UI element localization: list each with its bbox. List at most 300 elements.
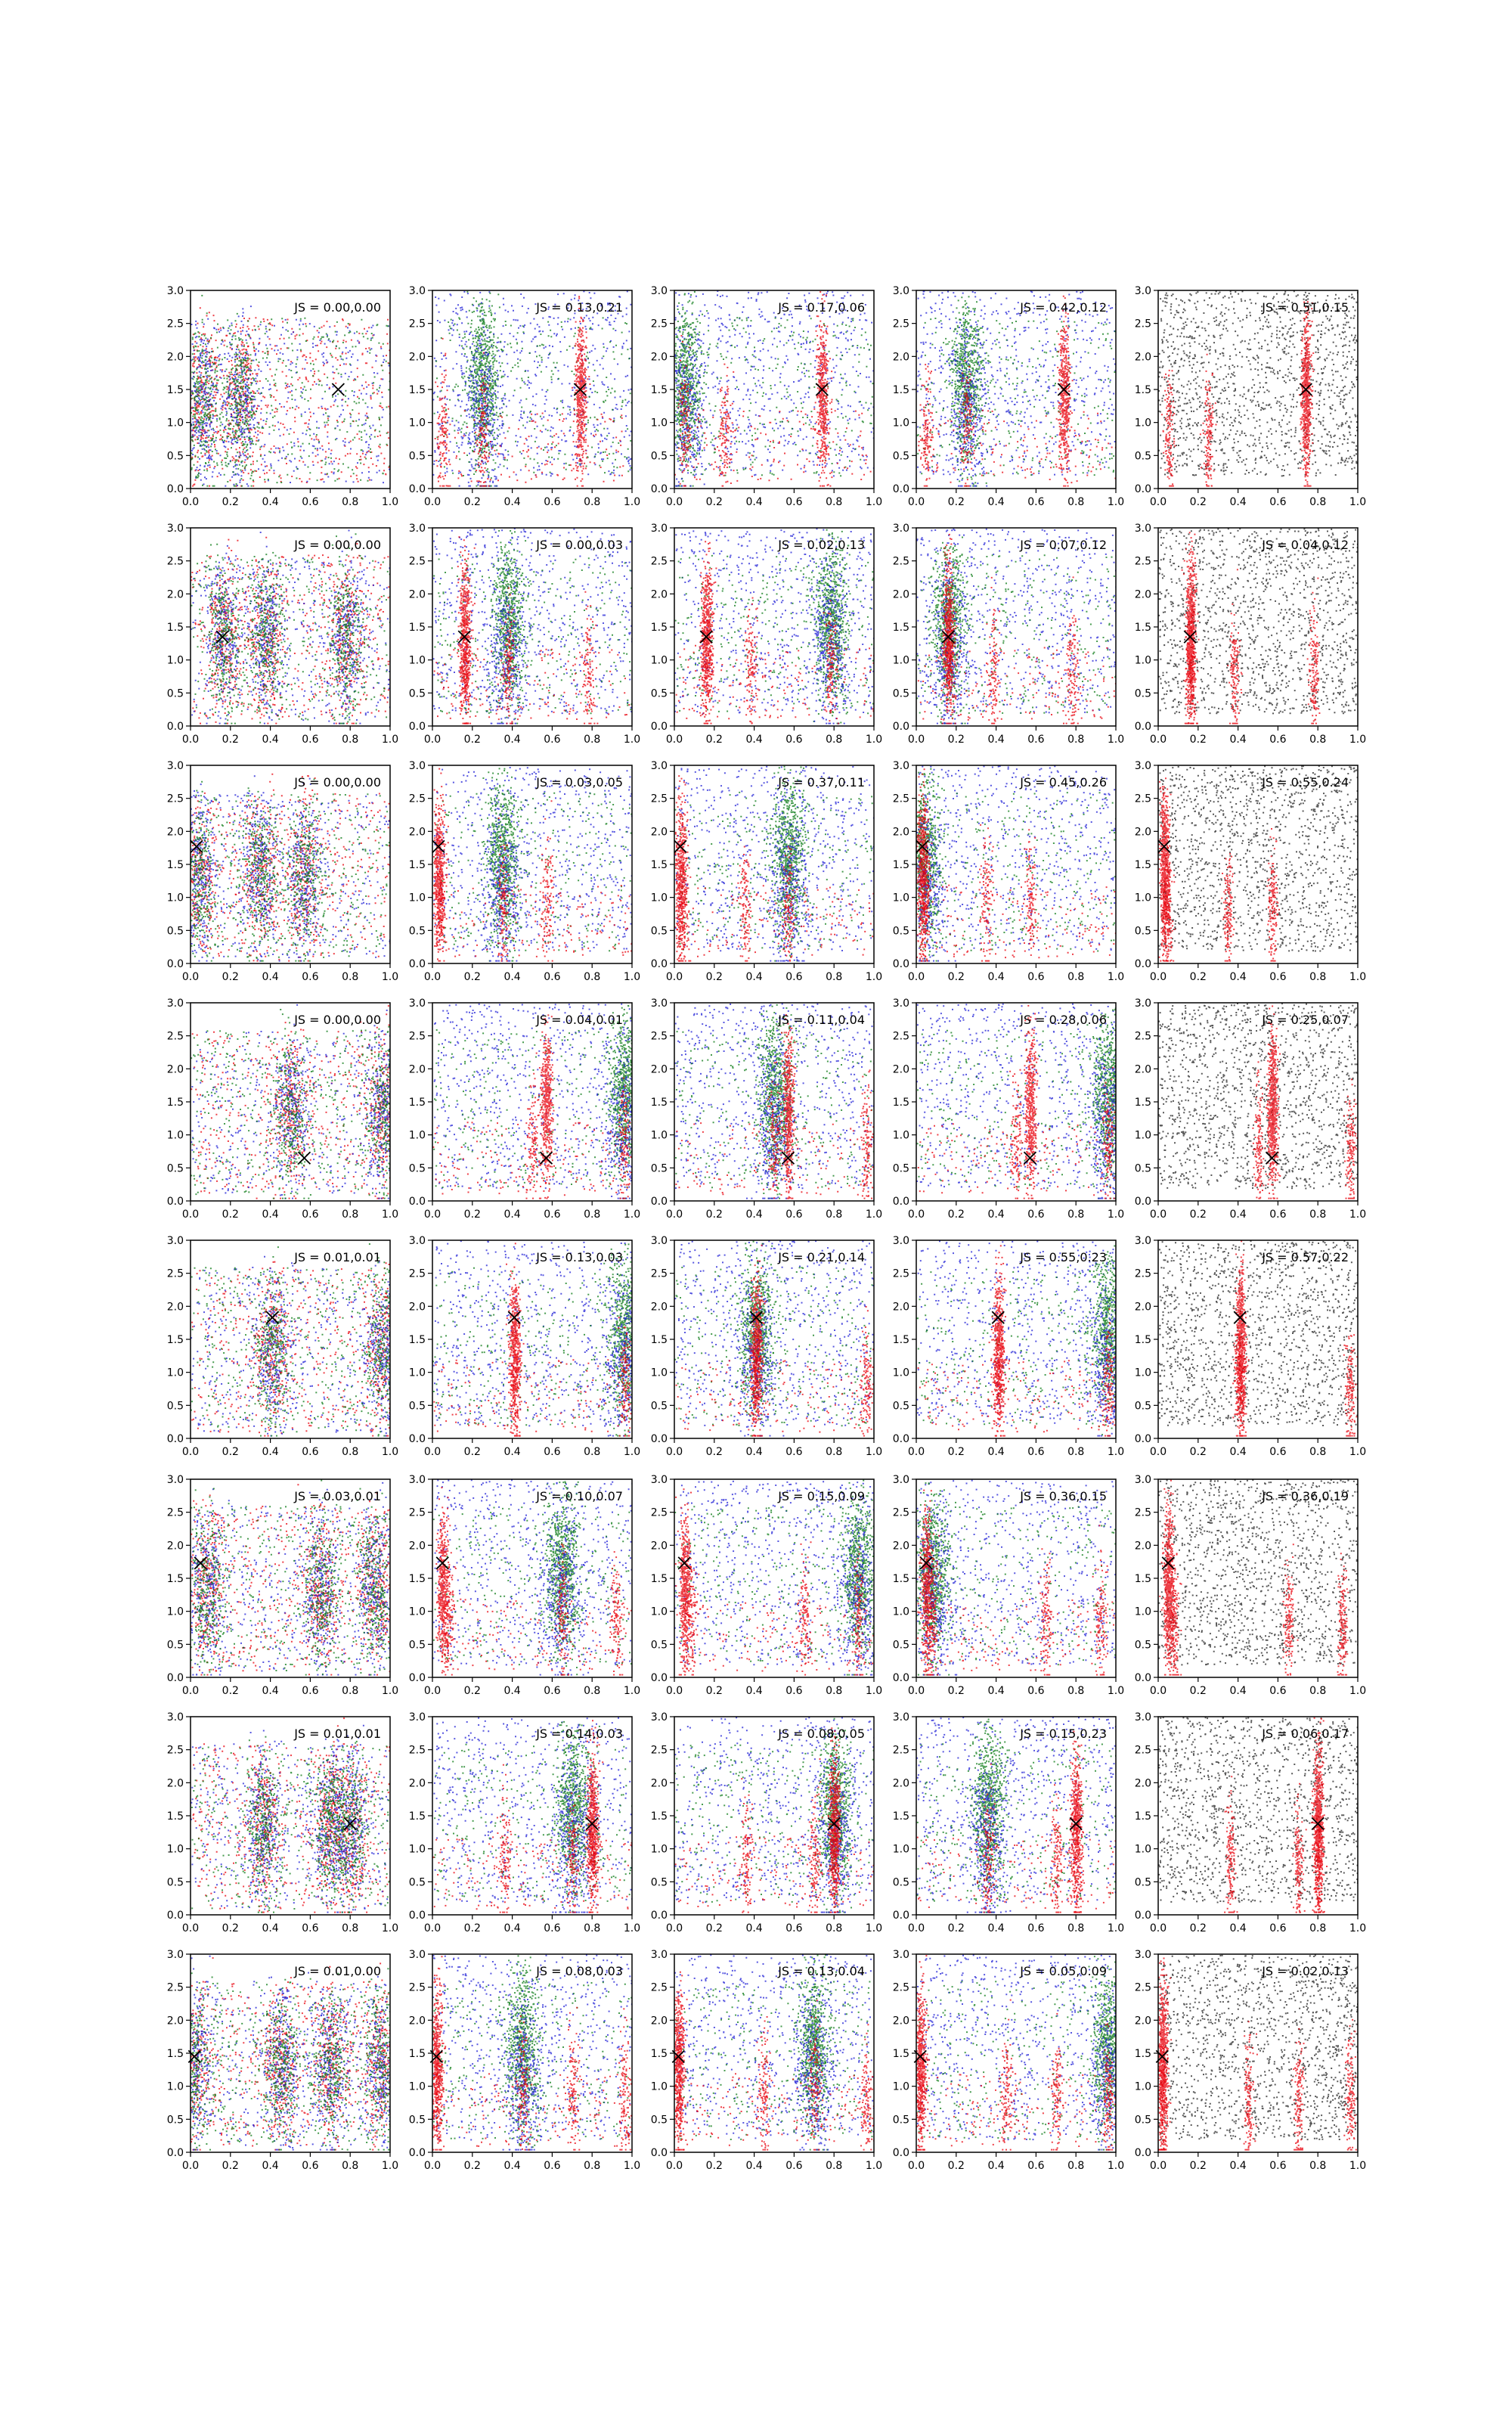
x-tick-label: 0.6: [785, 1446, 803, 1458]
x-tick-label: 0.2: [947, 2160, 965, 2172]
y-tick-label: 0.5: [650, 1400, 668, 1413]
y-tick-label: 1.5: [408, 859, 426, 871]
y-tick-label: 2.0: [892, 351, 909, 364]
x-tick-label: 0.2: [947, 1208, 965, 1221]
x-tick-label: 0.2: [222, 1685, 239, 1697]
y-tick-label: 0.5: [1134, 1639, 1151, 1652]
js-annotation: JS = 0.10,0.07: [536, 1489, 623, 1503]
x-tick-label: 1.0: [865, 1208, 883, 1221]
x-tick-label: 0.4: [262, 1685, 279, 1697]
y-tick-label: 2.0: [1134, 1540, 1151, 1553]
y-tick-label: 2.5: [1134, 793, 1151, 805]
y-tick-label: 2.5: [408, 1744, 426, 1757]
y-tick-label: 2.5: [650, 793, 668, 805]
y-tick-label: 2.5: [408, 1030, 426, 1043]
x-tick-label: 1.0: [865, 1685, 883, 1697]
y-tick-label: 1.0: [408, 1606, 426, 1618]
x-tick-label: 0.6: [302, 1685, 319, 1697]
y-tick-label: 0.5: [1134, 2114, 1151, 2127]
x-tick-label: 0.6: [1269, 1208, 1287, 1221]
y-tick-label: 2.0: [892, 1063, 909, 1076]
x-tick-label: 0.4: [1229, 1446, 1247, 1458]
y-tick-label: 1.0: [650, 1129, 668, 1142]
y-tick-label: 2.5: [408, 1267, 426, 1280]
x-tick-label: 0.8: [584, 734, 601, 746]
x-tick-label: 1.0: [381, 1922, 399, 1934]
y-tick-label: 2.5: [892, 1744, 909, 1757]
y-tick-label: 2.5: [892, 793, 909, 805]
x-tick-label: 0.2: [222, 496, 239, 508]
y-tick-label: 1.0: [166, 1606, 184, 1618]
y-tick-label: 1.0: [1134, 654, 1151, 667]
y-tick-label: 1.0: [166, 1843, 184, 1856]
y-tick-label: 0.5: [892, 450, 909, 463]
x-tick-label: 0.4: [745, 971, 763, 983]
x-tick-label: 0.6: [1269, 1922, 1287, 1934]
js-annotation: JS = 0.01,0.01: [294, 1727, 381, 1741]
y-tick-label: 3.0: [1134, 523, 1151, 535]
x-tick-label: 1.0: [1349, 734, 1367, 746]
x-tick-label: 0.6: [544, 496, 561, 508]
y-tick-label: 2.5: [166, 1506, 184, 1519]
x-tick-label: 0.6: [785, 1685, 803, 1697]
y-tick-label: 0.0: [892, 2147, 909, 2159]
y-tick-label: 0.0: [166, 483, 184, 495]
x-tick-label: 0.0: [181, 1922, 200, 1934]
y-tick-label: 3.0: [408, 997, 426, 1010]
y-tick-label: 2.5: [892, 1981, 909, 1994]
x-tick-label: 0.8: [826, 1208, 843, 1221]
y-tick-label: 0.0: [892, 483, 909, 495]
x-tick-label: 1.0: [381, 1446, 399, 1458]
x-tick-label: 0.6: [1027, 734, 1045, 746]
x-tick-label: 0.2: [947, 1685, 965, 1697]
y-tick-label: 1.5: [892, 622, 909, 634]
y-tick-label: 1.5: [1134, 1334, 1151, 1346]
x-tick-label: 0.6: [1027, 971, 1045, 983]
y-tick-label: 1.5: [408, 1097, 426, 1109]
y-tick-label: 1.5: [408, 1573, 426, 1585]
x-tick-label: 0.2: [463, 1685, 481, 1697]
x-tick-label: 0.4: [503, 1208, 521, 1221]
x-tick-label: 0.2: [222, 1922, 239, 1934]
y-tick-label: 3.0: [408, 1235, 426, 1247]
x-tick-label: 0.8: [1309, 1685, 1327, 1697]
y-tick-label: 1.5: [166, 2048, 184, 2060]
x-tick-label: 0.0: [181, 1685, 200, 1697]
x-tick-label: 0.4: [262, 1922, 279, 1934]
js-annotation: JS = 0.17,0.06: [778, 300, 865, 315]
x-tick-label: 1.0: [1107, 2160, 1125, 2172]
js-annotation: JS = 0.15,0.09: [778, 1489, 865, 1503]
y-tick-label: 2.5: [1134, 1506, 1151, 1519]
y-tick-label: 2.5: [408, 1981, 426, 1994]
x-tick-label: 0.2: [705, 971, 723, 983]
x-tick-label: 0.0: [423, 1685, 442, 1697]
js-annotation: JS = 0.13,0.03: [536, 1250, 623, 1264]
x-tick-label: 0.8: [1067, 1685, 1085, 1697]
y-tick-label: 0.0: [166, 721, 184, 733]
x-tick-label: 0.0: [907, 971, 925, 983]
y-tick-label: 3.0: [650, 523, 668, 535]
x-tick-label: 0.8: [342, 1922, 359, 1934]
y-tick-label: 1.5: [166, 384, 184, 396]
y-tick-label: 1.5: [892, 859, 909, 871]
y-tick-label: 1.0: [650, 654, 668, 667]
y-tick-label: 0.0: [650, 483, 668, 495]
y-tick-label: 1.0: [650, 1843, 668, 1856]
y-tick-label: 2.5: [1134, 318, 1151, 330]
x-tick-label: 0.4: [987, 1685, 1005, 1697]
x-tick-label: 1.0: [381, 2160, 399, 2172]
y-tick-label: 2.0: [650, 1301, 668, 1314]
x-tick-label: 0.2: [1189, 2160, 1207, 2172]
y-tick-label: 1.0: [650, 2080, 668, 2093]
y-tick-label: 2.0: [1134, 351, 1151, 364]
x-tick-label: 0.6: [544, 971, 561, 983]
y-tick-label: 1.5: [408, 2048, 426, 2060]
y-tick-label: 1.0: [408, 1843, 426, 1856]
y-tick-label: 2.0: [892, 1301, 909, 1314]
x-tick-label: 1.0: [1107, 1208, 1125, 1221]
js-annotation: JS = 0.55,0.23: [1020, 1250, 1107, 1264]
y-tick-label: 3.0: [1134, 285, 1151, 297]
y-tick-label: 2.5: [166, 1267, 184, 1280]
x-tick-label: 0.4: [745, 496, 763, 508]
y-tick-label: 0.0: [408, 958, 426, 970]
x-tick-label: 0.6: [302, 1208, 319, 1221]
js-annotation: JS = 0.45,0.26: [1020, 775, 1107, 790]
x-tick-label: 0.2: [705, 1208, 723, 1221]
y-tick-label: 2.5: [650, 1267, 668, 1280]
y-tick-label: 0.0: [650, 1910, 668, 1922]
x-tick-label: 0.6: [302, 971, 319, 983]
x-tick-label: 0.2: [947, 971, 965, 983]
y-tick-label: 2.0: [892, 1777, 909, 1790]
y-tick-label: 2.0: [650, 1540, 668, 1553]
y-tick-label: 3.0: [166, 285, 184, 297]
y-tick-label: 2.5: [166, 555, 184, 568]
y-tick-label: 0.0: [166, 958, 184, 970]
y-tick-label: 3.0: [650, 1949, 668, 1961]
y-tick-label: 2.5: [650, 1506, 668, 1519]
x-tick-label: 0.2: [222, 1446, 239, 1458]
js-annotation: JS = 0.02,0.13: [778, 538, 865, 552]
y-tick-label: 2.5: [650, 318, 668, 330]
x-tick-label: 0.0: [907, 1922, 925, 1934]
x-tick-label: 0.8: [1309, 1446, 1327, 1458]
js-annotation: JS = 0.36,0.19: [1262, 1489, 1349, 1503]
x-tick-label: 0.8: [1309, 2160, 1327, 2172]
x-tick-label: 0.0: [907, 496, 925, 508]
y-tick-label: 1.5: [650, 1097, 668, 1109]
y-tick-label: 1.5: [408, 1334, 426, 1346]
x-tick-label: 0.2: [1189, 1685, 1207, 1697]
x-tick-label: 1.0: [381, 1208, 399, 1221]
y-tick-label: 1.0: [892, 2080, 909, 2093]
x-tick-label: 1.0: [1349, 1922, 1367, 1934]
x-tick-label: 0.0: [181, 734, 200, 746]
y-tick-label: 0.5: [892, 2114, 909, 2127]
x-tick-label: 0.4: [1229, 971, 1247, 983]
x-tick-label: 1.0: [865, 971, 883, 983]
y-tick-label: 0.0: [166, 1672, 184, 1684]
y-tick-label: 0.0: [166, 1910, 184, 1922]
x-tick-label: 0.0: [1149, 1208, 1167, 1221]
y-tick-label: 0.0: [650, 1196, 668, 1208]
x-tick-label: 0.4: [262, 1446, 279, 1458]
y-tick-label: 1.5: [650, 622, 668, 634]
x-tick-label: 0.2: [705, 1685, 723, 1697]
y-tick-label: 2.0: [650, 588, 668, 601]
y-tick-label: 1.0: [408, 654, 426, 667]
y-tick-label: 1.5: [650, 1573, 668, 1585]
x-tick-label: 1.0: [865, 1922, 883, 1934]
y-tick-label: 3.0: [650, 997, 668, 1010]
y-tick-label: 2.0: [892, 588, 909, 601]
y-tick-label: 2.0: [166, 1540, 184, 1553]
y-tick-label: 1.5: [892, 1097, 909, 1109]
x-tick-label: 0.0: [907, 1446, 925, 1458]
js-annotation: JS = 0.37,0.11: [778, 775, 865, 790]
x-tick-label: 0.4: [1229, 1685, 1247, 1697]
x-tick-label: 0.0: [423, 1922, 442, 1934]
y-tick-label: 0.5: [408, 1400, 426, 1413]
y-tick-label: 1.5: [892, 1334, 909, 1346]
y-tick-label: 1.0: [1134, 892, 1151, 904]
y-tick-label: 0.0: [408, 1196, 426, 1208]
x-tick-label: 1.0: [1349, 496, 1367, 508]
y-tick-label: 2.0: [408, 588, 426, 601]
x-tick-label: 1.0: [865, 734, 883, 746]
y-tick-label: 3.0: [892, 760, 909, 772]
x-tick-label: 1.0: [1349, 1685, 1367, 1697]
y-tick-label: 3.0: [166, 1949, 184, 1961]
x-tick-label: 0.2: [1189, 971, 1207, 983]
y-tick-label: 3.0: [892, 1235, 909, 1247]
y-tick-label: 3.0: [650, 1235, 668, 1247]
y-tick-label: 3.0: [892, 1474, 909, 1486]
x-tick-label: 1.0: [623, 1208, 641, 1221]
js-annotation: JS = 0.00,0.00: [294, 1013, 381, 1027]
y-tick-label: 0.5: [892, 687, 909, 700]
x-tick-label: 1.0: [1107, 734, 1125, 746]
y-tick-label: 2.5: [892, 1030, 909, 1043]
y-tick-label: 0.0: [892, 1910, 909, 1922]
js-annotation: JS = 0.13,0.04: [778, 1964, 865, 1978]
y-tick-label: 1.5: [892, 2048, 909, 2060]
y-tick-label: 0.0: [650, 721, 668, 733]
x-tick-label: 1.0: [1107, 1446, 1125, 1458]
x-tick-label: 0.4: [503, 2160, 521, 2172]
x-tick-label: 0.8: [1067, 1446, 1085, 1458]
x-tick-label: 0.6: [785, 496, 803, 508]
x-tick-label: 0.4: [503, 971, 521, 983]
js-annotation: JS = 0.42,0.12: [1020, 300, 1107, 315]
y-tick-label: 1.0: [166, 654, 184, 667]
x-tick-label: 0.0: [1149, 1922, 1167, 1934]
x-tick-label: 0.4: [745, 1922, 763, 1934]
x-tick-label: 0.8: [342, 734, 359, 746]
y-tick-label: 2.0: [1134, 826, 1151, 839]
x-tick-label: 0.6: [1269, 496, 1287, 508]
y-tick-label: 0.0: [408, 1433, 426, 1445]
js-annotation: JS = 0.25,0.07: [1262, 1013, 1349, 1027]
x-tick-label: 0.4: [1229, 496, 1247, 508]
js-annotation: JS = 0.03,0.05: [536, 775, 623, 790]
js-annotation: JS = 0.00,0.03: [536, 538, 623, 552]
js-annotation: JS = 0.08,0.05: [778, 1727, 865, 1741]
x-tick-label: 0.8: [1309, 496, 1327, 508]
y-tick-label: 1.0: [166, 1367, 184, 1379]
x-tick-label: 0.4: [745, 1446, 763, 1458]
x-tick-label: 0.0: [665, 1685, 683, 1697]
y-tick-label: 3.0: [892, 1949, 909, 1961]
y-tick-label: 2.0: [166, 1301, 184, 1314]
y-tick-label: 1.5: [1134, 2048, 1151, 2060]
y-tick-label: 0.0: [1134, 958, 1151, 970]
y-tick-label: 1.0: [408, 1367, 426, 1379]
x-tick-label: 0.4: [987, 971, 1005, 983]
y-tick-label: 0.5: [166, 1162, 184, 1175]
x-tick-label: 0.8: [1067, 496, 1085, 508]
x-tick-label: 0.6: [785, 1922, 803, 1934]
x-tick-label: 0.2: [1189, 1208, 1207, 1221]
y-tick-label: 2.5: [650, 1981, 668, 1994]
y-tick-label: 0.5: [408, 1876, 426, 1889]
y-tick-label: 0.5: [650, 1639, 668, 1652]
x-tick-label: 1.0: [381, 1685, 399, 1697]
y-tick-label: 0.5: [166, 2114, 184, 2127]
y-tick-label: 2.5: [650, 555, 668, 568]
y-tick-label: 2.0: [408, 1063, 426, 1076]
x-tick-label: 0.0: [1149, 971, 1167, 983]
x-tick-label: 0.8: [1067, 971, 1085, 983]
y-tick-label: 0.0: [408, 721, 426, 733]
y-tick-label: 3.0: [166, 1474, 184, 1486]
y-tick-label: 3.0: [650, 760, 668, 772]
x-tick-label: 0.8: [342, 496, 359, 508]
y-tick-label: 2.0: [650, 1063, 668, 1076]
y-tick-label: 2.0: [166, 588, 184, 601]
y-tick-label: 0.0: [166, 2147, 184, 2159]
x-tick-label: 0.8: [1067, 2160, 1085, 2172]
x-tick-label: 0.6: [1027, 496, 1045, 508]
x-tick-label: 0.6: [1027, 1685, 1045, 1697]
y-tick-label: 2.5: [892, 318, 909, 330]
x-tick-label: 0.8: [826, 496, 843, 508]
y-tick-label: 1.5: [1134, 1810, 1151, 1823]
y-tick-label: 3.0: [166, 760, 184, 772]
x-tick-label: 1.0: [865, 1446, 883, 1458]
y-tick-label: 2.0: [1134, 2015, 1151, 2028]
y-tick-label: 0.0: [1134, 1433, 1151, 1445]
y-tick-label: 1.5: [408, 622, 426, 634]
x-tick-label: 0.6: [302, 1922, 319, 1934]
y-tick-label: 1.5: [166, 1097, 184, 1109]
y-tick-label: 0.5: [408, 450, 426, 463]
y-tick-label: 1.0: [408, 1129, 426, 1142]
y-tick-label: 1.5: [166, 1334, 184, 1346]
x-tick-label: 0.2: [463, 734, 481, 746]
x-tick-label: 0.4: [987, 1922, 1005, 1934]
x-tick-label: 0.4: [987, 1208, 1005, 1221]
x-tick-label: 0.0: [1149, 2160, 1167, 2172]
x-tick-label: 0.4: [745, 1685, 763, 1697]
x-tick-label: 0.2: [705, 734, 723, 746]
y-tick-label: 2.0: [408, 1540, 426, 1553]
x-tick-label: 0.2: [222, 971, 239, 983]
y-tick-label: 0.0: [408, 1910, 426, 1922]
x-tick-label: 0.0: [1149, 496, 1167, 508]
y-tick-label: 2.5: [166, 1030, 184, 1043]
y-tick-label: 3.0: [166, 523, 184, 535]
y-tick-label: 2.0: [650, 1777, 668, 1790]
js-annotation: JS = 0.08,0.03: [536, 1964, 623, 1978]
x-tick-label: 0.6: [544, 1922, 561, 1934]
y-tick-label: 2.0: [408, 351, 426, 364]
x-tick-label: 0.8: [584, 1922, 601, 1934]
x-tick-label: 0.8: [584, 1446, 601, 1458]
x-tick-label: 0.2: [705, 1446, 723, 1458]
x-tick-label: 0.8: [1309, 734, 1327, 746]
x-tick-label: 0.2: [463, 1922, 481, 1934]
x-tick-label: 0.0: [665, 734, 683, 746]
y-tick-label: 3.0: [408, 285, 426, 297]
y-tick-label: 0.5: [1134, 450, 1151, 463]
x-tick-label: 0.2: [1189, 1922, 1207, 1934]
y-tick-label: 3.0: [166, 1711, 184, 1723]
x-tick-label: 1.0: [1349, 1208, 1367, 1221]
js-annotation: JS = 0.05,0.09: [1020, 1964, 1107, 1978]
y-tick-label: 3.0: [166, 997, 184, 1010]
x-tick-label: 0.4: [262, 2160, 279, 2172]
y-tick-label: 2.5: [1134, 1030, 1151, 1043]
y-tick-label: 1.5: [892, 1810, 909, 1823]
js-annotation: JS = 0.21,0.14: [778, 1250, 865, 1264]
y-tick-label: 2.0: [650, 2015, 668, 2028]
x-tick-label: 0.6: [1269, 2160, 1287, 2172]
y-tick-label: 1.5: [892, 1573, 909, 1585]
x-tick-label: 0.6: [1269, 1685, 1287, 1697]
x-tick-label: 0.8: [342, 971, 359, 983]
y-tick-label: 1.0: [892, 892, 909, 904]
x-tick-label: 0.0: [181, 496, 200, 508]
y-tick-label: 0.0: [1134, 483, 1151, 495]
y-tick-label: 1.5: [408, 1810, 426, 1823]
y-tick-label: 3.0: [1134, 1474, 1151, 1486]
js-annotation: JS = 0.55,0.24: [1262, 775, 1349, 790]
x-tick-label: 1.0: [623, 971, 641, 983]
x-tick-label: 0.2: [463, 1446, 481, 1458]
y-tick-label: 0.5: [892, 1162, 909, 1175]
y-tick-label: 2.5: [408, 793, 426, 805]
y-tick-label: 2.5: [166, 793, 184, 805]
x-tick-label: 0.8: [584, 2160, 601, 2172]
y-tick-label: 0.5: [892, 1400, 909, 1413]
x-tick-label: 0.0: [423, 1208, 442, 1221]
y-tick-label: 1.0: [166, 417, 184, 430]
y-tick-label: 2.0: [408, 2015, 426, 2028]
y-tick-label: 2.0: [166, 1063, 184, 1076]
js-annotation: JS = 0.02,0.13: [1262, 1964, 1349, 1978]
y-tick-label: 1.0: [408, 417, 426, 430]
x-tick-label: 0.2: [463, 2160, 481, 2172]
x-tick-label: 0.2: [705, 496, 723, 508]
y-tick-label: 3.0: [1134, 1949, 1151, 1961]
x-tick-label: 0.4: [503, 1922, 521, 1934]
y-tick-label: 2.5: [408, 318, 426, 330]
